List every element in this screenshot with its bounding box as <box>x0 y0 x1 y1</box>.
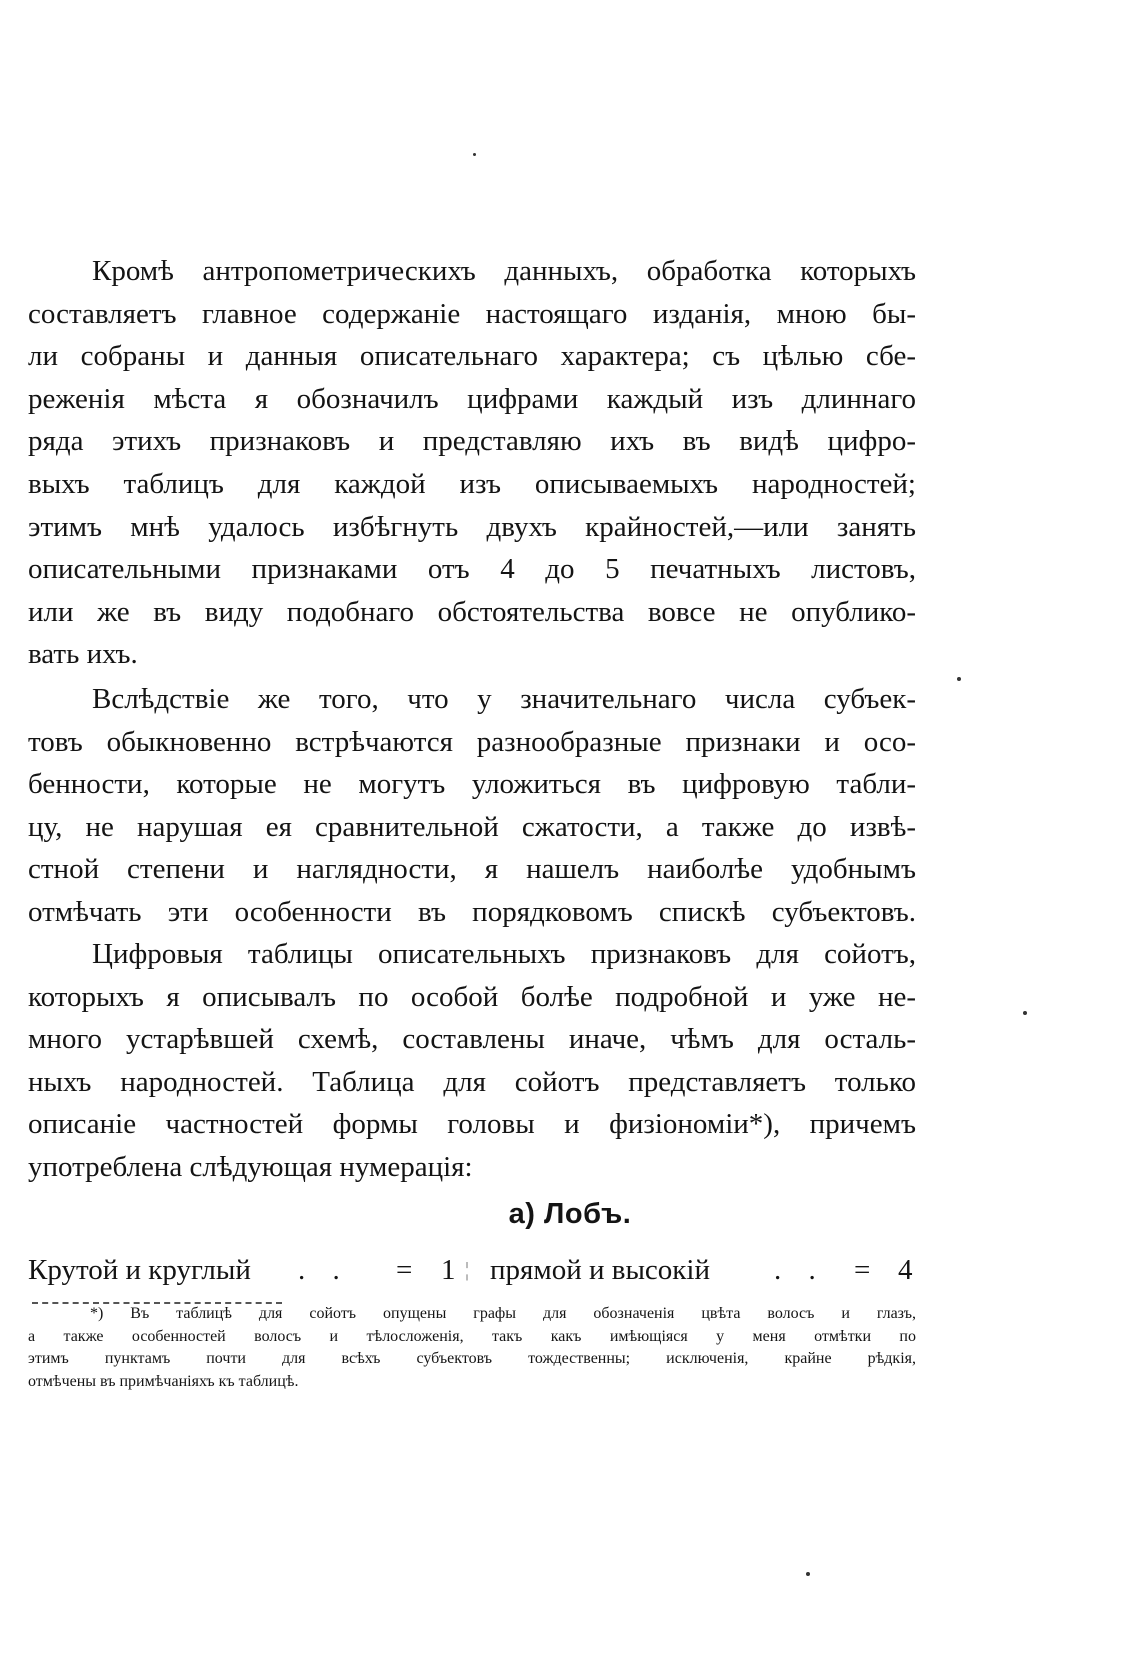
enum-separator: ¦ <box>465 1259 470 1281</box>
text-line: которыхъ я описывалъ по особой болѣе подробной и уже не- <box>28 980 916 1013</box>
enum-equals: = <box>396 1254 413 1286</box>
text-line: Кромѣ антропометрическихъ данныхъ, обработка которыхъ <box>92 255 916 287</box>
text-line: описательными признаками отъ 4 до 5 печатныхъ листовъ, <box>28 553 916 586</box>
print-speck <box>957 677 961 681</box>
text-line: ныхъ народностей. Таблица для сойотъ представляетъ только <box>28 1065 916 1098</box>
enum-item-label: прямой и высокій <box>490 1254 710 1286</box>
text-line: или же въ виду подобнаго обстоятельства вовсе не опублико- <box>28 595 916 628</box>
footnote-line: а также особенностей волосъ и тѣлосложенія, такъ какъ имѣющіяся у меня отмѣтки по <box>28 1327 916 1345</box>
enum-equals: = <box>854 1254 871 1286</box>
text-line: реженія мѣста я обозначилъ цифрами каждый изъ длиннаго <box>28 382 916 415</box>
enum-item-label: Крутой и круглый <box>28 1254 251 1286</box>
text-line: цу, не нарушая ея сравнительной сжатости, а также до извѣ- <box>28 810 916 843</box>
footnote-line: *) Въ таблицѣ для сойотъ опущены графы для обозначенія цвѣта волосъ и глазъ, <box>90 1305 916 1322</box>
enum-item-number: 4 <box>898 1254 913 1286</box>
footnote-line: этимъ пунктамъ почти для всѣхъ субъектовъ тождественны; исключенія, крайне рѣдкія, <box>28 1350 916 1367</box>
text-line: стной степени и наглядности, я нашелъ наиболѣе удобнымъ <box>28 853 916 886</box>
print-speck <box>473 153 476 156</box>
text-line: Вслѣдствіе же того, что у значительнаго числа субъек- <box>92 683 916 715</box>
text-line: описаніе частностей формы головы и физіономіи*), причемъ <box>28 1108 916 1141</box>
section-heading: а) Лобъ. <box>508 1198 632 1230</box>
text-line: много устарѣвшей схемѣ, составлены иначе, чѣмъ для осталь- <box>28 1023 916 1056</box>
enum-leader-dots: . . <box>774 1254 826 1286</box>
text-line: отмѣчать эти особенности въ порядковомъ спискѣ субъектовъ. <box>28 895 916 928</box>
enum-item-number: 1 <box>441 1254 456 1286</box>
print-speck <box>806 1572 810 1576</box>
text-line: выхъ таблицъ для каждой изъ описываемыхъ народностей; <box>28 467 916 500</box>
text-line: употреблена слѣдующая нумерація: <box>28 1150 473 1183</box>
paragraph-2 <box>28 678 916 934</box>
text-line: бенности, которые не могутъ уложиться въ цифровую табли- <box>28 768 916 801</box>
text-line: Цифровыя таблицы описательныхъ признаковъ для сойотъ, <box>92 938 916 970</box>
enumeration-row <box>28 1246 916 1294</box>
text-line: этимъ мнѣ удалось избѣгнуть двухъ крайностей,—или занять <box>28 510 916 543</box>
text-line: товъ обыкновенно встрѣчаются разнообразные признаки и осо- <box>28 725 916 758</box>
enum-leader-dots: . . <box>298 1254 350 1286</box>
footnote-line: отмѣчены въ примѣчаніяхъ къ таблицѣ. <box>28 1372 299 1390</box>
text-line: составляетъ главное содержаніе настоящаго изданія, мною бы- <box>28 297 916 330</box>
paragraph-1 <box>28 250 916 676</box>
paragraph-3 <box>28 933 916 1189</box>
text-line: вать ихъ. <box>28 638 138 671</box>
print-speck <box>1023 1011 1027 1015</box>
text-line: ряда этихъ признаковъ и представляю ихъ въ видѣ цифро- <box>28 425 916 458</box>
footnote <box>28 1303 916 1393</box>
text-line: ли собраны и данныя описательнаго характера; съ цѣлью сбе- <box>28 340 916 373</box>
